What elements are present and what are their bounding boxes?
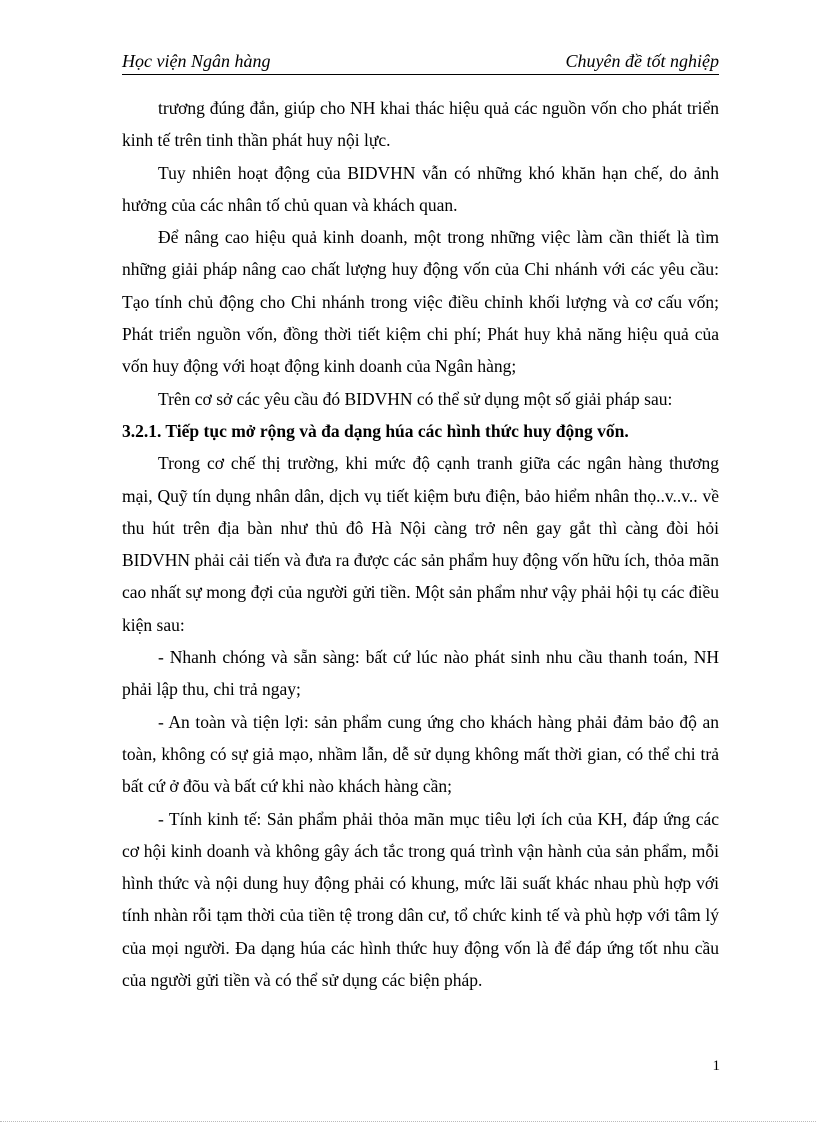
- page-number: 1: [712, 1058, 720, 1074]
- header-doc-type: Chuyên đề tốt nghiệp: [565, 51, 719, 71]
- paragraph: Để nâng cao hiệu quả kinh doanh, một trong những việc làm cần thiết là tìm những giải pháp nâng cao chất lượng huy động vốn của Chi nhánh với các yêu cầu: Tạo tính chủ động cho Chi nhánh trong việc điều chỉnh khối lượng và cơ cấu vốn; Phát triển nguồn vốn, đồng thời tiết kiệm chi phí; Phát huy khả năng hiệu quả của vốn huy động với hoạt động kinh doanh của Ngân hàng;: [122, 227, 719, 377]
- bullet-paragraph: - An toàn và tiện lợi: sản phẩm cung ứng cho khách hàng phải đảm bảo độ an toàn, không có sự giả mạo, nhầm lẫn, dễ sử dụng không mất thời gian, có thể chi trả bất cứ ở đõu và bất cứ khi nào khách hàng cần;: [122, 711, 719, 797]
- paragraph: trương đúng đắn, giúp cho NH khai thác hiệu quả các nguồn vốn cho phát triển kinh tế trên tinh thần phát huy nội lực.: [122, 98, 719, 151]
- page-header: [122, 50, 719, 75]
- bullet-paragraph: - Tính kinh tế: Sản phẩm phải thỏa mãn mục tiêu lợi ích của KH, đáp ứng các cơ hội kinh doanh và không gây ách tắc trong quá trình vận hành của sản phẩm, mỗi hình thức và nội dung huy động phải có khung, mức lãi suất khác nhau phù hợp với tính nhàn rỗi tạm thời của tiền tệ trong dân cư, tổ chức kinh tế và phù hợp với tâm lý của mọi người. Đa dạng húa các hình thức huy động vốn là để đáp ứng tốt nhu cầu của người gửi tiền và có thể sử dụng các biện pháp.: [122, 808, 719, 991]
- body-text: [122, 92, 719, 996]
- header-institution: Học viện Ngân hàng: [122, 51, 271, 71]
- paragraph: Tuy nhiên hoạt động của BIDVHN vẫn có những khó khăn hạn chế, do ảnh hưởng của các nhân tố chủ quan và khách quan.: [122, 162, 719, 215]
- bullet-paragraph: - Nhanh chóng và sẵn sàng: bất cứ lúc nào phát sinh nhu cầu thanh toán, NH phải lập thu, chi trả ngay;: [122, 647, 719, 700]
- page-bottom-divider: [0, 1121, 816, 1122]
- section-heading: 3.2.1. Tiếp tục mở rộng và đa dạng húa các hình thức huy động vốn.: [122, 420, 629, 441]
- paragraph: Trong cơ chế thị trường, khi mức độ cạnh tranh giữa các ngân hàng thương mại, Quỹ tín dụng nhân dân, dịch vụ tiết kiệm bưu điện, bảo hiểm nhân thọ..v..v.. về thu hút trên địa bàn như thủ đô Hà Nội càng trở nên gay gắt thì càng đòi hỏi BIDVHN phải cải tiến và đưa ra được các sản phẩm huy động vốn hữu ích, thỏa mãn cao nhất sự mong đợi của người gửi tiền. Một sản phẩm như vậy phải hội tụ các điều kiện sau:: [122, 453, 719, 635]
- paragraph: Trên cơ sở các yêu cầu đó BIDVHN có thể sử dụng một số giải pháp sau:: [158, 388, 673, 409]
